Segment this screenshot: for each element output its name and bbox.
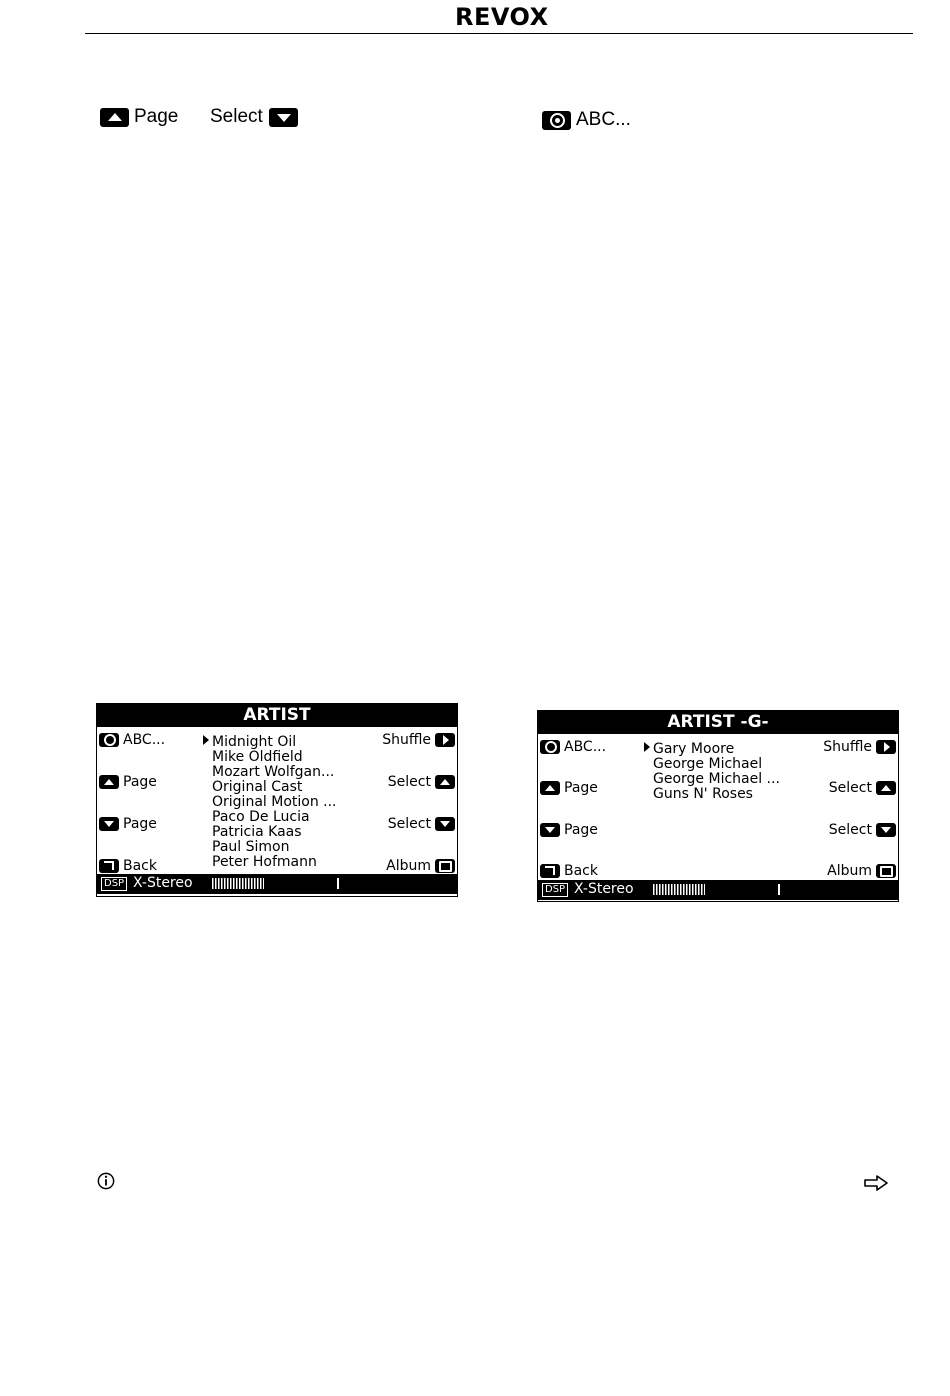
softkey-abc-label: ABC...: [123, 732, 166, 748]
list-item[interactable]: Original Motion ...: [212, 794, 337, 810]
artist-list: [212, 735, 337, 870]
softkey-page-up[interactable]: [99, 774, 157, 790]
ring-key-icon: [540, 740, 560, 754]
arrow-up-key-icon: [100, 108, 129, 127]
softkey-album-label: Album: [386, 858, 431, 874]
info-circle-icon: [97, 1172, 115, 1190]
softkey-shuffle[interactable]: [382, 732, 455, 748]
softkey-select-up[interactable]: [388, 774, 455, 790]
arrow-right-outline-icon: [863, 1174, 889, 1192]
svg-text:REVOX: REVOX: [455, 3, 549, 30]
list-item[interactable]: George Michael: [653, 756, 763, 772]
select-label: Select: [210, 106, 263, 127]
arrow-down-key-icon: [540, 823, 560, 837]
screen-body: [97, 727, 457, 874]
selection-arrow-icon: [203, 735, 209, 745]
softkey-abc[interactable]: [540, 739, 606, 755]
softkey-select-down-label: Select: [828, 822, 872, 838]
arrow-up-key-icon: [876, 781, 896, 795]
list-item[interactable]: George Michael ...: [653, 771, 780, 787]
softkey-shuffle[interactable]: [823, 739, 896, 755]
revox-logo: [453, 2, 573, 32]
status-bar: [538, 880, 898, 900]
dsp-mode: X-Stereo: [133, 875, 193, 891]
list-item[interactable]: Patricia Kaas: [212, 824, 302, 840]
softkey-select-up-label: Select: [828, 780, 872, 796]
softkey-album[interactable]: [827, 863, 896, 879]
screen-body: [538, 734, 898, 880]
back-key-icon: [540, 864, 560, 878]
list-item-selected[interactable]: Gary Moore: [653, 742, 780, 757]
softkey-page-down-label: Page: [564, 822, 598, 838]
level-meter: [212, 877, 352, 890]
dsp-mode: X-Stereo: [574, 881, 634, 897]
softkey-back[interactable]: [540, 863, 598, 879]
softkey-album[interactable]: [386, 858, 455, 874]
abc-label: ABC...: [576, 109, 631, 130]
list-item[interactable]: Paco De Lucia: [212, 809, 310, 825]
arrow-down-key-icon: [435, 817, 455, 831]
list-item[interactable]: Guns N' Roses: [653, 786, 753, 802]
key-page-up: [100, 106, 178, 128]
softkey-page-up-label: Page: [123, 774, 157, 790]
revox-logo-mark: [453, 2, 563, 30]
level-meter: [653, 883, 793, 896]
header-rule: [85, 33, 913, 34]
softkey-select-down[interactable]: [829, 822, 896, 838]
softkey-select-up[interactable]: [829, 780, 896, 796]
key-abc: [542, 109, 631, 131]
softkey-abc-label: ABC...: [564, 739, 607, 755]
softkey-page-up-label: Page: [564, 780, 598, 796]
arrow-down-key-icon: [876, 823, 896, 837]
list-item[interactable]: Mozart Wolfgan...: [212, 764, 335, 780]
ring-key-icon: [542, 111, 571, 130]
arrow-down-key-icon: [99, 817, 119, 831]
selection-arrow-icon: [644, 742, 650, 752]
list-item[interactable]: Paul Simon: [212, 839, 290, 855]
list-item[interactable]: Original Cast: [212, 779, 303, 795]
list-item-selected[interactable]: Midnight Oil: [212, 735, 337, 750]
softkey-abc[interactable]: [99, 732, 165, 748]
screen-title: ARTIST -G-: [538, 711, 898, 734]
arrow-right-key-icon: [876, 740, 896, 754]
dsp-badge: DSP: [542, 883, 568, 897]
softkey-shuffle-label: Shuffle: [382, 732, 431, 748]
softkey-select-down-label: Select: [387, 816, 431, 832]
arrow-up-key-icon: [540, 781, 560, 795]
softkey-back-label: Back: [123, 858, 157, 874]
softkey-select-down[interactable]: [388, 816, 455, 832]
softkey-page-down[interactable]: [540, 822, 598, 838]
screen-title: ARTIST: [97, 704, 457, 727]
status-bar: [97, 874, 457, 894]
arrow-right-key-icon: [435, 733, 455, 747]
softkey-shuffle-label: Shuffle: [823, 739, 872, 755]
softkey-back-label: Back: [564, 863, 598, 879]
lcd-screen-artist: [96, 703, 458, 897]
lcd-screen-artist-g: [537, 710, 899, 902]
dsp-badge: DSP: [101, 877, 127, 891]
arrow-up-key-icon: [99, 775, 119, 789]
list-item[interactable]: Peter Hofmann: [212, 854, 317, 870]
softkey-back[interactable]: [99, 858, 157, 874]
arrow-up-key-icon: [435, 775, 455, 789]
arrow-down-key-icon: [269, 108, 298, 127]
softkey-select-up-label: Select: [387, 774, 431, 790]
album-key-icon: [876, 864, 896, 878]
softkey-album-label: Album: [827, 863, 872, 879]
list-item[interactable]: Mike Oldfield: [212, 749, 303, 765]
back-key-icon: [99, 859, 119, 873]
page-label: Page: [134, 106, 179, 127]
softkey-page-up[interactable]: [540, 780, 598, 796]
ring-key-icon: [99, 733, 119, 747]
key-select-down: [210, 106, 303, 128]
softkey-page-down-label: Page: [123, 816, 157, 832]
album-key-icon: [435, 859, 455, 873]
softkey-page-down[interactable]: [99, 816, 157, 832]
artist-list: [653, 742, 780, 802]
